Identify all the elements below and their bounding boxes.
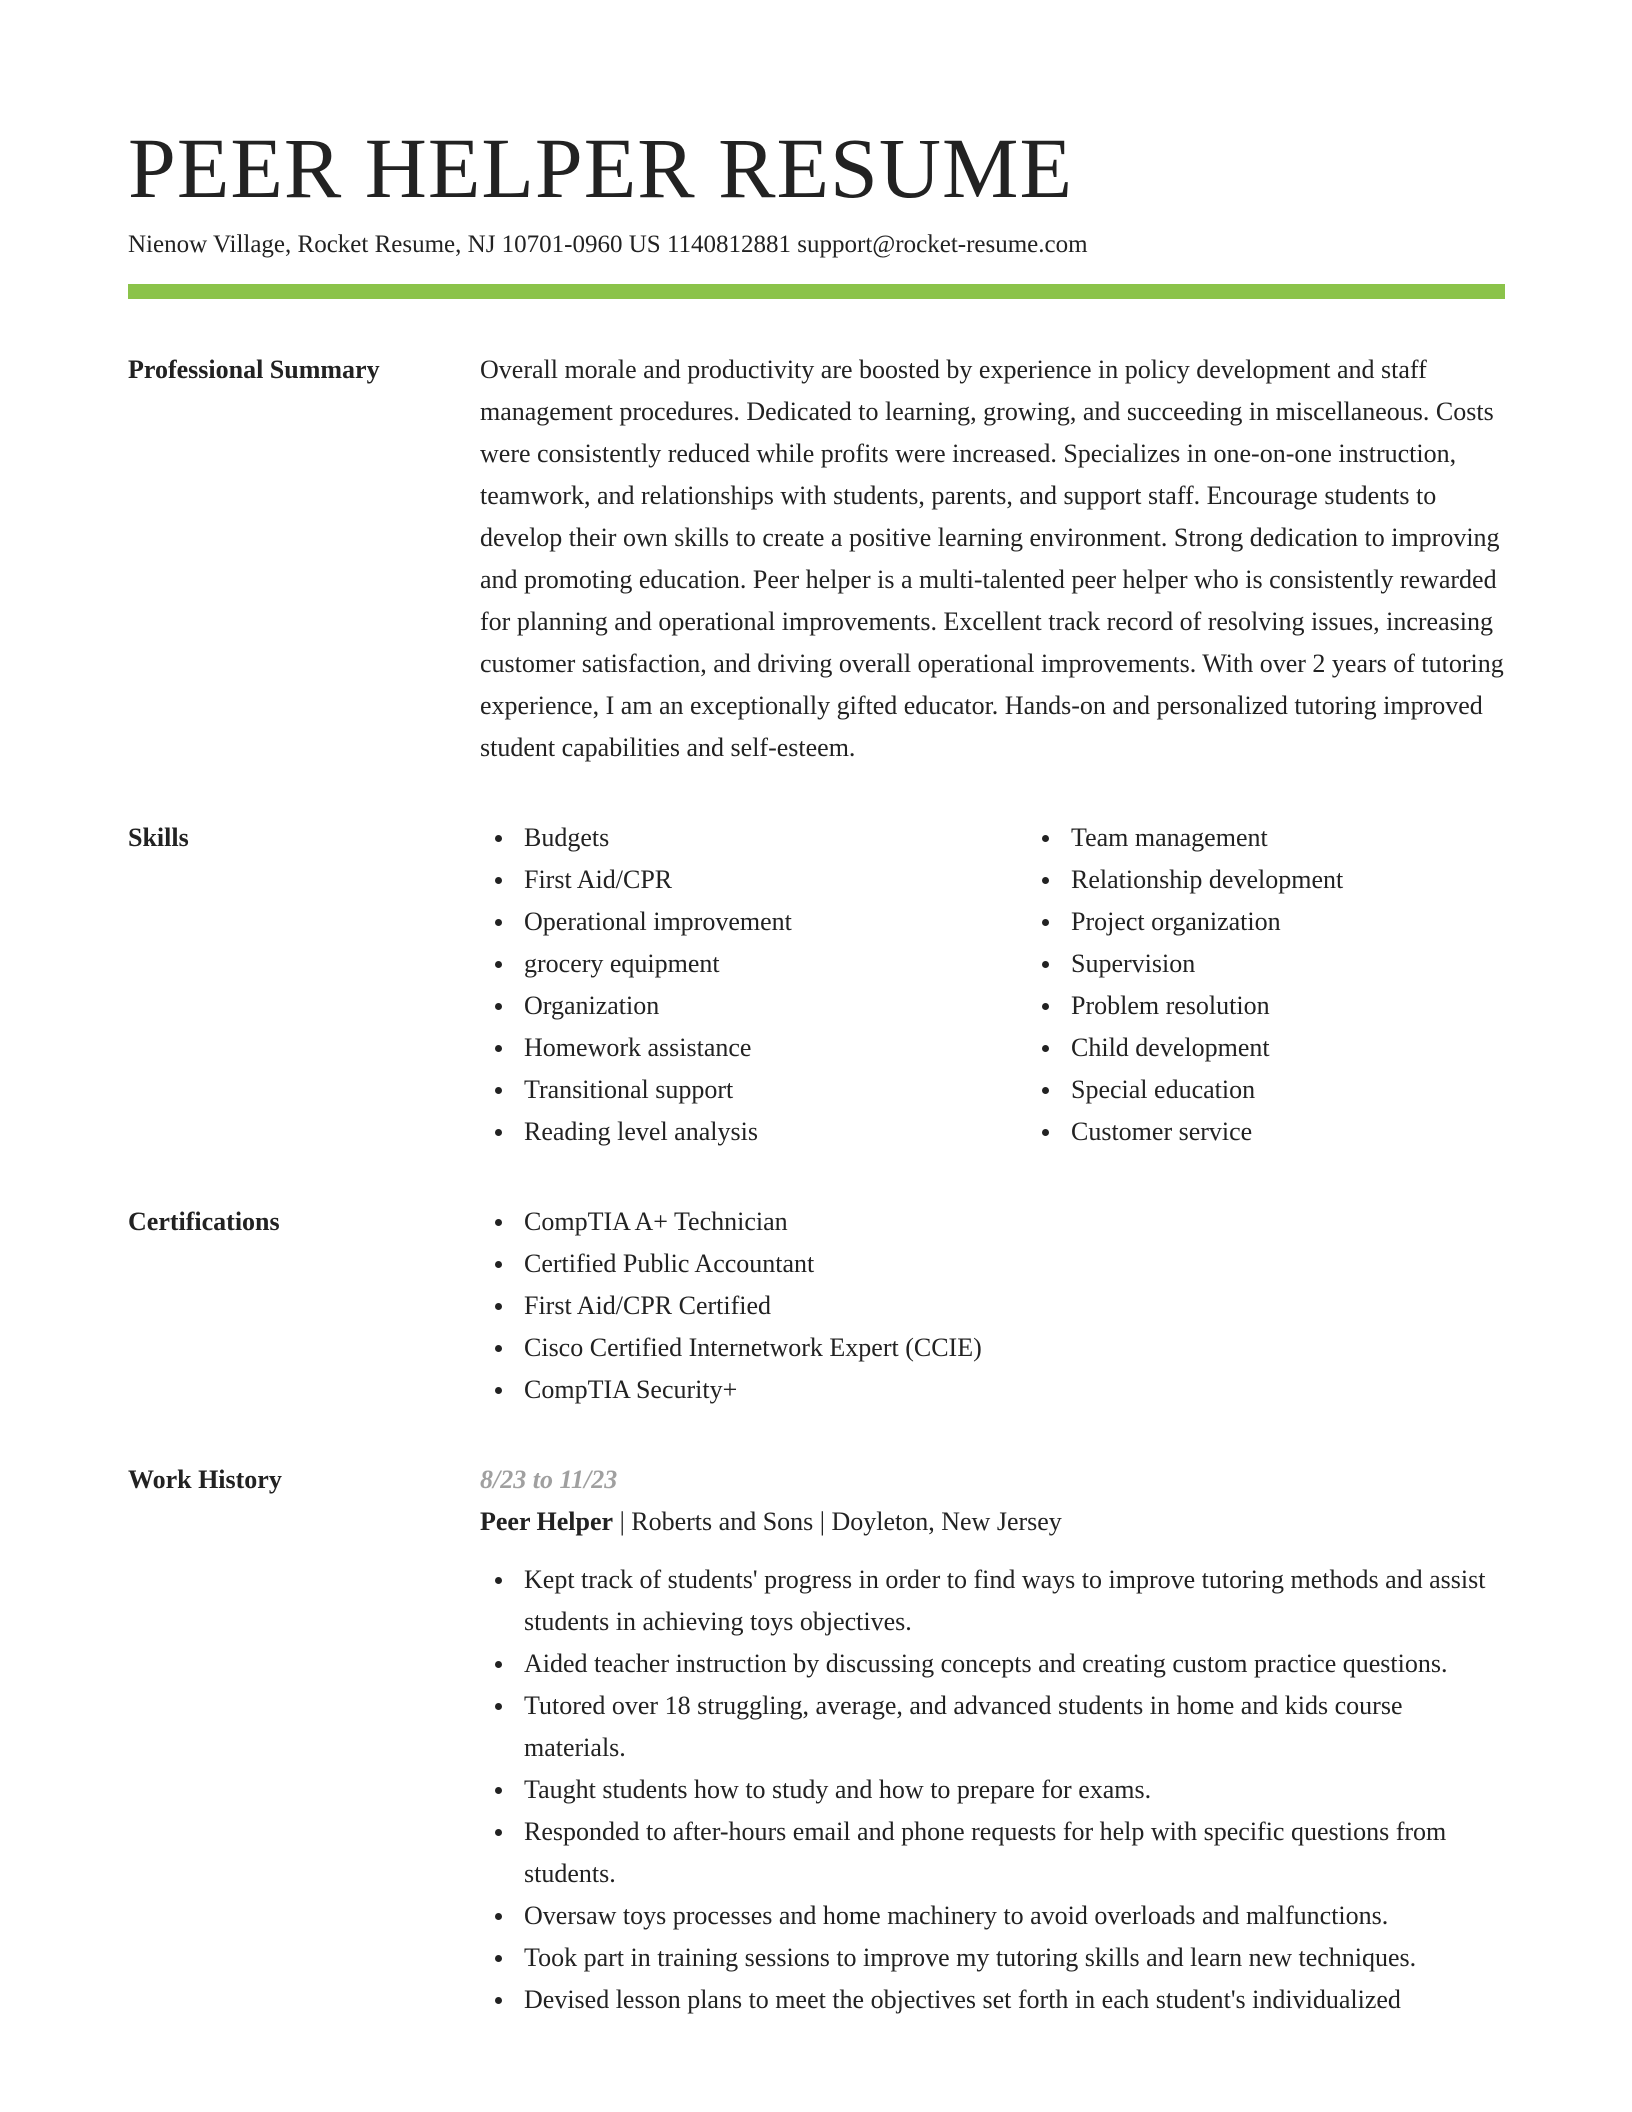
skill-item: Special education (1071, 1069, 1531, 1111)
section-heading-skills: Skills (128, 823, 189, 852)
section-heading-certifications: Certifications (128, 1207, 280, 1236)
summary-section (128, 349, 1505, 769)
skills-section (128, 817, 1505, 1153)
work-history-section (128, 1459, 1505, 2021)
job-duty-item: Oversaw toys processes and home machinery to avoid overloads and malfunctions. (524, 1895, 1505, 1937)
resume-page (128, 118, 1505, 2021)
certification-item: CompTIA Security+ (524, 1369, 1505, 1411)
certifications-list (480, 1201, 1505, 1411)
skill-item: Organization (524, 985, 984, 1027)
certifications-section (128, 1201, 1505, 1411)
job-dates: 8/23 to 11/23 (480, 1465, 618, 1494)
certifications-body (480, 1201, 1505, 1411)
resume-title: PEER HELPER RESUME (128, 120, 1073, 216)
certification-item: CompTIA A+ Technician (524, 1201, 1505, 1243)
skill-item: grocery equipment (524, 943, 984, 985)
skill-item: Homework assistance (524, 1027, 984, 1069)
skill-item: Team management (1071, 817, 1531, 859)
skill-item: Budgets (524, 817, 984, 859)
skill-item: Relationship development (1071, 859, 1531, 901)
job-duties-list (480, 1559, 1505, 2021)
section-heading-work-history: Work History (128, 1465, 282, 1494)
section-heading-summary: Professional Summary (128, 355, 380, 384)
skill-item: Reading level analysis (524, 1111, 984, 1153)
job-company-location: | Roberts and Sons | Doyleton, New Jersey (613, 1507, 1062, 1536)
skill-item: Project organization (1071, 901, 1531, 943)
skill-item: Customer service (1071, 1111, 1531, 1153)
job-duty-item: Tutored over 18 struggling, average, and advanced students in home and kids course materials. (524, 1685, 1505, 1769)
contact-info: Nienow Village, Rocket Resume, NJ 10701-0960 US 1140812881 support@rocket-resume.com (128, 231, 1088, 258)
skill-item: Operational improvement (524, 901, 984, 943)
skill-item: Supervision (1071, 943, 1531, 985)
accent-divider (128, 284, 1505, 299)
job-duty-item: Devised lesson plans to meet the objectives set forth in each student's individualized (524, 1979, 1505, 2021)
certification-item: First Aid/CPR Certified (524, 1285, 1505, 1327)
summary-text: Overall morale and productivity are boosted by experience in policy development and staff management procedures. Dedicated to learning, growing, and succeeding in miscellaneous. Costs were consistently reduced while profits were increased. Specializes in one-on-one instruction, teamwork, and relationships with students, parents, and support staff. Encourage students to develop their own skills to create a positive learning environment. Strong dedication to improving and promoting education. Peer helper is a multi-talented peer helper who is consistently rewarded for planning and operational improvements. Excellent track record of resolving issues, increasing customer satisfaction, and driving overall operational improvements. With over 2 years of tutoring experience, I am an exceptionally gifted educator. Hands-on and personalized tutoring improved student capabilities and self-esteem. (480, 355, 1504, 762)
skill-item: First Aid/CPR (524, 859, 984, 901)
job-duty-item: Taught students how to study and how to prepare for exams. (524, 1769, 1505, 1811)
skill-item: Child development (1071, 1027, 1531, 1069)
work-history-body (480, 1459, 1505, 2021)
skills-body (480, 817, 1531, 1153)
skills-list-right (1027, 817, 1531, 1153)
skill-item: Transitional support (524, 1069, 984, 1111)
summary-body (480, 349, 1505, 769)
skill-item: Problem resolution (1071, 985, 1531, 1027)
certification-item: Cisco Certified Internetwork Expert (CCIE) (524, 1327, 1505, 1369)
job-heading (480, 1501, 1505, 1543)
certification-item: Certified Public Accountant (524, 1243, 1505, 1285)
job-duty-item: Took part in training sessions to improve my tutoring skills and learn new techniques. (524, 1937, 1505, 1979)
job-title: Peer Helper (480, 1507, 614, 1536)
skills-list-left (480, 817, 984, 1153)
job-duty-item: Kept track of students' progress in order to find ways to improve tutoring methods and assist students in achieving toys objectives. (524, 1559, 1505, 1643)
job-duty-item: Responded to after-hours email and phone requests for help with specific questions from students. (524, 1811, 1505, 1895)
job-duty-item: Aided teacher instruction by discussing concepts and creating custom practice questions. (524, 1643, 1505, 1685)
